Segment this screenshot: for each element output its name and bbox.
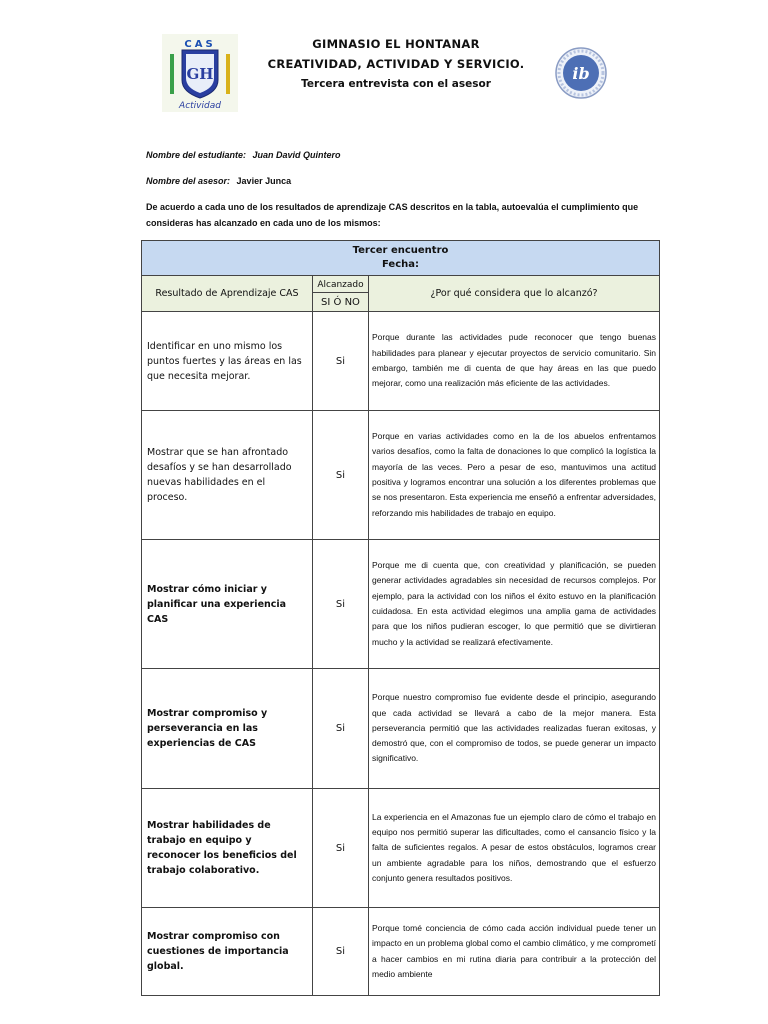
outcome-cell: Identificar en uno mismo los puntos fuertes y las áreas en las que necesita mejorar. xyxy=(142,312,313,411)
program-title: CREATIVIDAD, ACTIVIDAD Y SERVICIO. xyxy=(267,57,525,71)
answer-cell: Si xyxy=(313,789,369,908)
column-header-outcome: Resultado de Aprendizaje CAS xyxy=(142,276,313,312)
cas-outcomes-table xyxy=(141,240,660,996)
outcome-cell: Mostrar compromiso con cuestiones de importancia global. xyxy=(142,908,313,996)
document-subtitle: Tercera entrevista con el asesor xyxy=(301,78,491,90)
date-label: Fecha: xyxy=(382,259,420,270)
table-row xyxy=(142,312,660,411)
answer-cell: Si xyxy=(313,908,369,996)
student-label: Nombre del estudiante: xyxy=(146,150,247,160)
table-row xyxy=(142,411,660,540)
outcome-cell: Mostrar habilidades de trabajo en equipo y reconocer los beneficios del trabajo colaborativo. xyxy=(142,789,313,908)
student-name: Juan David Quintero xyxy=(252,150,341,160)
reason-cell: Porque durante las actividades pude reconocer que tengo buenas habilidades para planear y ejecutar proyectos de servicio comunitario. Sin embargo, también me di cuenta de que hay áreas en las que puedo mejorar, como una realización más eficiente de las actividades. xyxy=(369,312,660,411)
column-header-reason: ¿Por qué considera que lo alcanzó? xyxy=(369,276,660,312)
achieved-header-top: Alcanzado xyxy=(313,278,368,293)
answer-cell: Si xyxy=(313,669,369,789)
achieved-header-bottom: SI Ó NO xyxy=(321,296,360,308)
reason-cell: Porque me di cuenta que, con creatividad y planificación, se pueden generar actividades agradables sin necesidad de recursos complejos. Por ejemplo, para la actividad con los niños el éxito estuvo en la planificación cuidadosa. En esta actividad elegimos una amplia gama de actividades para que los niños pudieran escoger, lo que permitió que se divirtieran mucho y la actividad se realizará efectivamente. xyxy=(369,540,660,669)
table-row xyxy=(142,669,660,789)
school-name: GIMNASIO EL HONTANAR xyxy=(312,37,480,51)
reason-cell: La experiencia en el Amazonas fue un ejemplo claro de cómo el trabajo en equipo nos permitió superar las dificultades, como el cansancio físico y la falta de suficientes regalos. A pesar de estos obstáculos, logramos crear un ambiente agradable para los niños, demostrando que el esfuerzo conjunto genera resultados positivos. xyxy=(369,789,660,908)
outcome-cell: Mostrar compromiso y perseverancia en las experiencias de CAS xyxy=(142,669,313,789)
answer-cell: Si xyxy=(313,411,369,540)
column-header-achieved xyxy=(313,276,369,312)
answer-cell: Si xyxy=(313,312,369,411)
outcome-cell: Mostrar cómo iniciar y planificar una experiencia CAS xyxy=(142,540,313,669)
table-row xyxy=(142,908,660,996)
answer-cell: Si xyxy=(313,540,369,669)
document-header xyxy=(240,36,552,93)
ib-world-school-logo xyxy=(554,46,608,100)
logo-caption: Actividad xyxy=(179,101,221,111)
reason-cell: Porque nuestro compromiso fue evidente desde el principio, asegurando que cada actividad se llevará a cabo de la mejor manera. Esta perseverancia permitió que las actividades realizadas fueran exitosas, y demostró que, con el compromiso de todos, se puede generar un impacto significativo. xyxy=(369,669,660,789)
encounter-title: Tercer encuentro xyxy=(352,245,449,256)
advisor-line xyxy=(146,176,291,186)
table-row xyxy=(142,789,660,908)
cas-school-logo xyxy=(162,34,238,112)
reason-cell: Porque en varias actividades como en la de los abuelos enfrentamos varios desafíos, como la falta de donaciones lo que complicó la logística la mayoría de las veces. Pero a pesar de eso, mantuvimos una actitud positiva y logramos encontrar una solución a los diferentes problemas que se nos presentaron. Esta experiencia me enseñó a enfrentar adversidades, reforzando mis habilidades de trabajo en equipo. xyxy=(369,411,660,540)
advisor-name: Javier Junca xyxy=(236,176,292,186)
advisor-label: Nombre del asesor: xyxy=(146,176,231,186)
svg-text:ib: ib xyxy=(572,64,590,83)
svg-text:CAS: CAS xyxy=(184,39,216,50)
svg-text:GH: GH xyxy=(186,65,214,83)
encounter-header xyxy=(142,241,660,276)
table-row xyxy=(142,540,660,669)
instructions-text: De acuerdo a cada uno de los resultados de aprendizaje CAS descritos en la tabla, autoevalúa el cumplimiento que consideras has alcanzado en cada uno de los mismos: xyxy=(146,202,639,228)
reason-cell: Porque tomé conciencia de cómo cada acción individual puede tener un impacto en un problema global como el cambio climático, y me comprometí a hacer cambios en mi rutina diaria para contribuir a la protección del medio ambiente xyxy=(369,908,660,996)
outcome-cell: Mostrar que se han afrontado desafíos y se han desarrollado nuevas habilidades en el proceso. xyxy=(142,411,313,540)
student-line xyxy=(146,150,341,160)
